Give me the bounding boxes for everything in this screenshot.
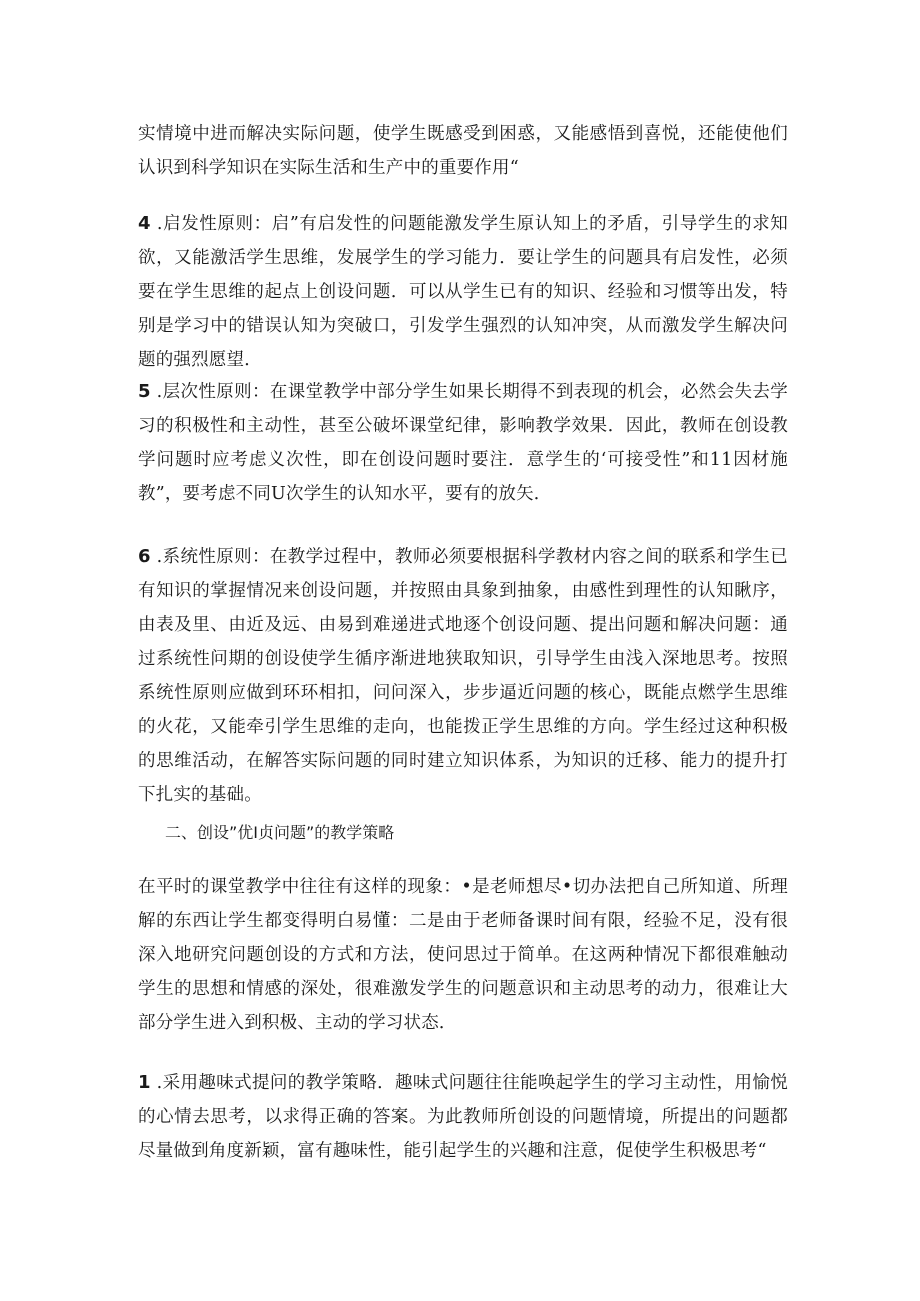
- paragraph-principle-4: [138, 207, 788, 377]
- item-number: 4: [138, 213, 151, 234]
- paragraph-strategy-intro: 在平时的课堂教学中往往有这样的现象：•是老师想尽•切办法把自己所知道、所理解的东西让学生都变得明白易懂：二是由于老师备课时间有限，经验不足，没有很深入地研究问题创设的方式和方法，使问思过于简单。在这两种情况下都很难触动学生的思想和情感的深处，很难激发学生的问题意识和主动思考的动力，很难让大部分学生进入到积极、主动的学习状态．: [138, 877, 788, 1033]
- paragraph-principle-5: [138, 375, 788, 511]
- paragraph-text: .启发性原则：启”有启发性的问题能激发学生原认知上的矛盾，引导学生的求知欲，又能激活学生思维，发展学生的学习能力．要让学生的问题具有启发性，必须要在学生思维的起点上创设问题．可以从学生已有的知识、经验和习惯等出发，特别是学习中的错误认知为突破口，引发学生强烈的认知冲突，从而激发学生解决问题的强烈愿望．: [138, 214, 788, 370]
- item-number: 6: [138, 546, 151, 567]
- paragraph-text: .层次性原则：在课堂教学中部分学生如果长期得不到表现的机会，必然会失去学习的积极性和主动性，甚至公破坏课堂纪律，影响教学效果．因此，教师在创设教学问题时应考虑义次性，即在创设问题时要注．意学生的‘可接受性”和11因材施教”，要考虑不同U次学生的认知水平，要有的放矢．: [138, 382, 788, 504]
- section-heading: 二、创设”优I贞问题”的教学策略: [165, 823, 395, 842]
- item-number: 1: [138, 1072, 151, 1093]
- paragraph-strategy-1: [138, 1066, 788, 1168]
- item-number: 5: [138, 381, 151, 402]
- paragraph-text: .采用趣味式提问的教学策略．趣味式问题往往能唤起学生的学习主动性，用愉悦的心情去思考，以求得正确的答案。为此教师所创设的问题情境，所提出的问题都尽量做到角度新颖，富有趣味性，能引起学生的兴趣和注意，促使学生积极思考“: [138, 1073, 788, 1161]
- paragraph-text: .系统性原则：在教学过程中，教师必须要根据科学教材内容之间的联系和学生已有知识的掌握情况来创设问题，并按照由具象到抽象，由感性到理性的认知瞅序，由表及里、由近及远、由易到难递进式地逐个创设问题、提出问题和解决问题：通过系统性问期的创设使学生循序渐进地狭取知识，引导学生由浅入深地思考。按照系统性原则应做到环环相扣，问问深入，步步逼近问题的核心，既能点燃学生思维的火花，又能牵引学生思维的走向，也能拨正学生思维的方向。学生经过这种积极的思维活动，在解答实际问题的同时建立知识体系，为知识的迁移、能力的提升打下扎实的基础。: [138, 547, 788, 805]
- paragraph-principle-6: [138, 540, 788, 812]
- paragraph-intro-continuation: 实情境中进而解决实际问题，使学生既感受到困惑，又能感悟到喜悦，还能使他们认识到科学知识在实际生活和生产中的重要作用“: [138, 124, 788, 178]
